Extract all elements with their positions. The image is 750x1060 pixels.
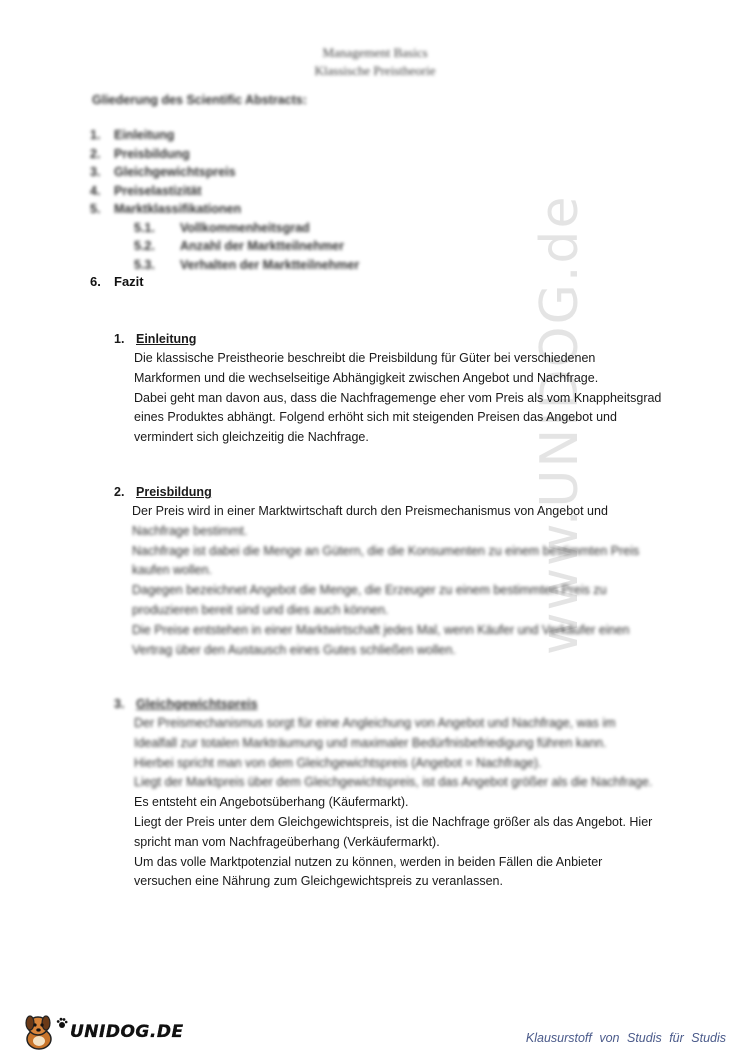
paragraph-line: Der Preis wird in einer Marktwirtschaft durch den Preismechanismus von Angebot und <box>132 504 608 518</box>
dog-icon <box>22 1013 56 1051</box>
logo-text: UNIDOG.DE <box>70 1022 184 1042</box>
header-line-1: Management Basics <box>322 45 428 60</box>
document-header <box>200 44 550 80</box>
toc-subitem: 5.3. Verhalten der Marktteilnehmer <box>134 257 360 272</box>
outline-heading: Gliederung des Scientific Abstracts: <box>92 93 307 107</box>
paragraph-line: Dabei geht man davon aus, dass die Nachfragemenge eher vom Preis als vom Knappheitsgrad <box>134 390 662 405</box>
toc-item-fazit: 6. Fazit <box>90 274 144 289</box>
unidog-logo[interactable] <box>22 1012 184 1052</box>
paragraph-line: Der Preismechanismus sorgt für eine Angleichung von Angebot und Nachfrage, was im <box>134 716 616 730</box>
section-heading: 2. Preisbildung <box>114 485 212 499</box>
paragraph-line: Es entsteht ein Angebotsüberhang (Käufermarkt). <box>134 795 409 810</box>
paragraph-line: vermindert sich gleichzeitig die Nachfrage. <box>134 430 369 445</box>
toc-subitem: 5.1. Vollkommenheitsgrad <box>134 220 310 235</box>
paragraph-line: Nachfrage bestimmt. <box>132 523 248 538</box>
section-gleichgewichtspreis <box>114 695 674 892</box>
paragraph-line: Vertrag über den Austausch eines Gutes schließen wollen. <box>132 642 456 657</box>
paragraph-line: produzieren bereit sind und dies auch können. <box>132 602 389 617</box>
section-body <box>134 714 674 892</box>
paragraph-line: Nachfrage ist dabei die Menge an Gütern, die die Konsumenten zu einem bestimmten Preis <box>132 543 640 558</box>
toc-item: 2. Preisbildung <box>90 146 190 161</box>
section-preisbildung <box>114 483 672 660</box>
paragraph-line: Die klassische Preistheorie beschreibt die Preisbildung für Güter bei verschiedenen <box>134 351 596 365</box>
paragraph-line: Die Preise entstehen in einer Marktwirtschaft jedes Mal, wenn Käufer und Verkäufer einen <box>132 622 630 637</box>
section-einleitung <box>114 330 674 448</box>
toc-subitem: 5.2. Anzahl der Marktteilnehmer <box>134 239 344 253</box>
toc-item: 5. Marktklassifikationen <box>90 202 242 216</box>
section-body <box>132 502 672 660</box>
paragraph-line: kaufen wollen. <box>132 563 212 578</box>
paragraph-line: Idealfall zur totalen Markträumung und maximaler Bedürfnisbefriedigung führen kann. <box>134 735 607 750</box>
section-heading: 3. Gleichgewichtspreis <box>114 697 258 711</box>
blurred-text <box>132 522 672 661</box>
paragraph-line: eines Produktes abhängt. Folgend erhöht sich mit steigenden Preisen das Angebot und <box>134 410 617 425</box>
paw-icon <box>56 1017 68 1029</box>
paragraph-line: Um das volle Marktpotenzial nutzen zu können, werden in beiden Fällen die Anbieter <box>134 854 603 869</box>
toc-item: 4. Preiselastizität <box>90 183 202 198</box>
footer-tagline: Klausurstoff von Studis für Studis <box>525 1031 726 1045</box>
paragraph-line: Liegt der Preis unter dem Gleichgewichtspreis, ist die Nachfrage größer als das Angebot. Hier <box>134 814 653 829</box>
paragraph-line: Dagegen bezeichnet Angebot die Menge, die Erzeuger zu einem bestimmten Preis zu <box>132 583 607 598</box>
paragraph-line: Liegt der Marktpreis über dem Gleichgewichtspreis, ist das Angebot größer als die Nachfrage. <box>134 775 653 790</box>
header-line-2: Klassische Preistheorie <box>314 63 436 78</box>
paragraph-line: spricht man vom Nachfrageüberhang (Verkäufermarkt). <box>134 834 440 849</box>
paragraph-line: Hierbei spricht man von dem Gleichgewichtspreis (Angebot = Nachfrage). <box>134 755 542 770</box>
paragraph-line: versuchen eine Nährung zum Gleichgewichtspreis zu veranlassen. <box>134 874 503 889</box>
section-heading: 1. Einleitung <box>114 332 197 346</box>
blurred-text <box>134 714 674 793</box>
table-of-contents <box>90 126 359 274</box>
paragraph-line: Markformen und die wechselseitige Abhängigkeit zwischen Angebot und Nachfrage. <box>134 370 599 385</box>
section-body <box>134 349 674 448</box>
toc-item: 1. Einleitung <box>90 128 175 142</box>
watermark: www.UNIDOG.de <box>530 194 590 655</box>
toc-item: 3. Gleichgewichtspreis <box>90 165 236 179</box>
